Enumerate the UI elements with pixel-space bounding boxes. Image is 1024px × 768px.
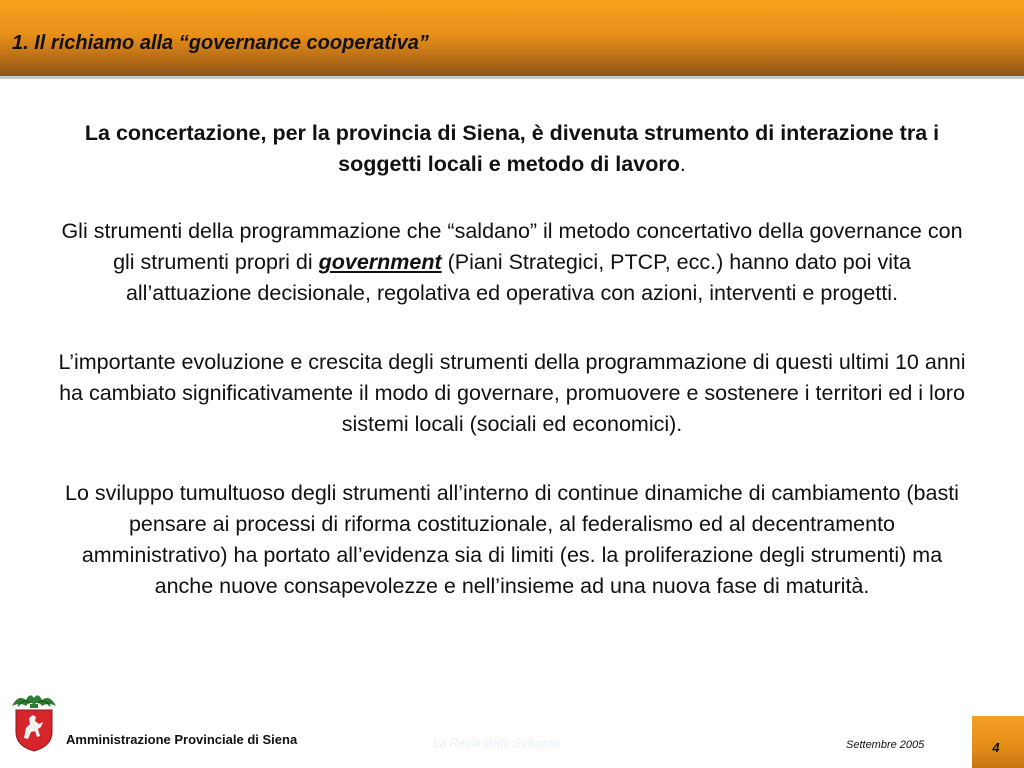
- government-term: government: [318, 250, 442, 274]
- lead-text: La concertazione, per la provincia di Siena, è divenuta strumento di interazione tra i soggetti locali e metodo di lavoro: [84, 121, 940, 176]
- lead-paragraph: [58, 118, 966, 180]
- siena-province-crest-icon: [8, 690, 60, 752]
- lead-period: .: [679, 152, 686, 176]
- paragraph-evolution: L’importante evoluzione e crescita degli strumenti della programmazione di questi ultimi 10 anni ha cambiato significativamente il modo di governare, promuovere e sostenere i territori ed i loro sistemi locali (sociali ed economici).: [58, 350, 966, 436]
- page-number: 4: [992, 740, 1000, 755]
- paragraph-government: [58, 216, 966, 309]
- slide-title: 1. Il richiamo alla “governance cooperativa”: [12, 32, 429, 54]
- slide-header-bar: [0, 0, 1024, 76]
- page-number-box: [972, 716, 1024, 768]
- paragraph-government-end: (Piani Strategici, PTCP, ecc.) hanno dato poi vita all’attuazione decisionale, regolativa ed operativa con azioni, interventi e progetti.: [125, 250, 911, 305]
- footer-motto: La Regia dello Sviluppo: [433, 736, 560, 750]
- organization-name: Amministrazione Provinciale di Siena: [66, 732, 298, 747]
- paragraph-development: Lo sviluppo tumultuoso degli strumenti all’interno di continue dinamiche di cambiamento (basti pensare ai processi di riforma costituzionale, al federalismo ed al decentramento amministrativo) ha portato all’evidenza sia di limiti (es. la proliferazione degli strumenti) ma anche nuove consapevolezze e nell’insieme ad una nuova fase di maturità.: [65, 481, 959, 598]
- header-divider: [0, 76, 1024, 79]
- slide-body: [58, 118, 966, 602]
- footer-date: Settembre 2005: [846, 739, 925, 751]
- paragraph-government-start: Gli strumenti della programmazione che “saldano” il metodo concertativo della governance con gli strumenti propri di: [61, 219, 963, 274]
